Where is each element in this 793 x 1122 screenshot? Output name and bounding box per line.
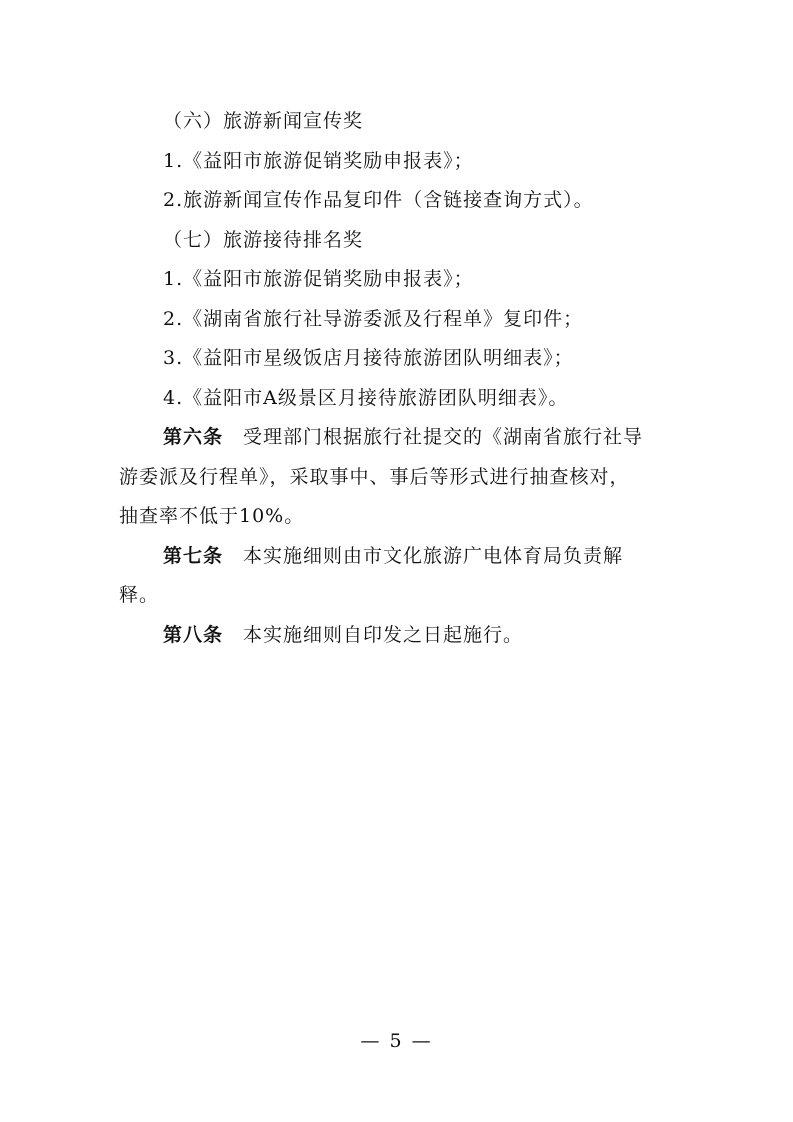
article-6-text-line1: 受理部门根据旅行社提交的《湖南省旅行社导 — [243, 426, 644, 448]
list-item: 3.《益阳市星级饭店月接待旅游团队明细表》； — [163, 347, 574, 369]
list-item: 4.《益阳市A级景区月接待旅游团队明细表》。 — [163, 386, 569, 409]
list-item: 2.《湖南省旅行社导游委派及行程单》复印件； — [163, 307, 584, 330]
article-8 — [163, 616, 675, 656]
article-7-text-line1: 本实施细则由市文化旅游广电体育局负责解 — [243, 544, 624, 567]
article-6-text-line2: 游委派及行程单》，采取事中、事后等形式进行抽查核对， — [119, 465, 630, 488]
list-item: 2.旅游新闻宣传作品复印件（含链接查询方式）。 — [163, 189, 594, 211]
article-8-label: 第八条 — [163, 623, 224, 646]
section-heading-7: （七）旅游接待排名奖 — [163, 228, 364, 251]
article-6 — [119, 418, 675, 537]
article-7 — [119, 537, 675, 616]
article-6-label: 第六条 — [163, 426, 224, 448]
document-body — [119, 102, 675, 655]
list-item: 1.《益阳市旅游促销奖励申报表》； — [163, 149, 474, 172]
article-7-label: 第七条 — [163, 544, 224, 567]
list-item: 1.《益阳市旅游促销奖励申报表》； — [163, 268, 474, 290]
article-6-text-line3: 抽查率不低于10%。 — [119, 505, 305, 527]
article-8-text-line1: 本实施细则自印发之日起施行。 — [243, 623, 524, 646]
article-7-text-line2: 释。 — [119, 584, 160, 606]
section-heading-6: （六）旅游新闻宣传奖 — [163, 110, 364, 132]
page-number: — 5 — — [360, 1030, 433, 1052]
